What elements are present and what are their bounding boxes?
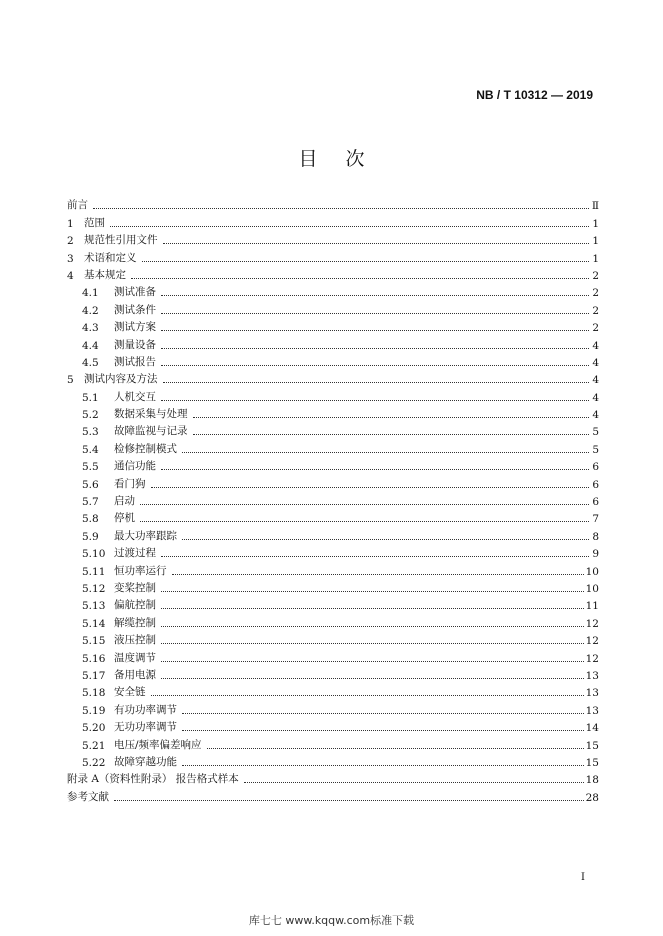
toc-entry-number: 1 <box>67 217 74 230</box>
toc-entry-label: 过渡过程 <box>114 547 156 560</box>
toc-entry-label: 附录 A（资料性附录） 报告格式样本 <box>67 773 239 786</box>
toc-entry-page: 1 <box>592 217 599 230</box>
dot-leader <box>93 207 589 209</box>
toc-entry-label: 停机 <box>114 512 135 525</box>
toc-entry-label: 测试方案 <box>114 321 156 334</box>
toc-entry-page: 13 <box>585 687 599 700</box>
toc-entry-label: 测试条件 <box>114 303 156 316</box>
toc-entry-label: 规范性引用文件 <box>84 234 158 247</box>
toc-entry-number: 5.10 <box>82 548 106 561</box>
dot-leader <box>161 364 589 366</box>
toc-entry-page: 13 <box>585 704 599 717</box>
toc-entry-label: 备用电源 <box>114 668 156 681</box>
dot-leader <box>182 538 589 540</box>
toc-entry[interactable] <box>67 473 599 490</box>
toc-entry[interactable] <box>67 717 599 734</box>
toc-entry-label: 电压/频率偏差响应 <box>114 738 202 751</box>
dot-leader <box>182 451 589 453</box>
toc-entry-page: 8 <box>592 530 599 543</box>
dot-leader <box>193 416 590 418</box>
toc-entry-page: 4 <box>592 374 599 387</box>
watermark-text: 库七七 www.kqqw.com标准下载 <box>248 914 415 927</box>
toc-entry[interactable] <box>67 247 599 264</box>
toc-entry-number: 4 <box>67 269 74 282</box>
toc-entry-page: 6 <box>592 461 599 474</box>
dot-leader <box>207 747 584 749</box>
toc-entry-number: 4.1 <box>82 287 99 300</box>
toc-entry-page: 13 <box>585 669 599 682</box>
toc-entry-page: 18 <box>585 774 599 787</box>
toc-entry-page: 12 <box>585 652 599 665</box>
toc-entry-page: 12 <box>585 617 599 630</box>
toc-entry[interactable] <box>67 369 599 386</box>
toc-entry-number: 5.18 <box>82 687 106 700</box>
toc-entry-number: 5.4 <box>82 443 99 456</box>
toc-entry[interactable] <box>67 352 599 369</box>
toc-entry-number: 5.20 <box>82 722 106 735</box>
toc-entry-page: 4 <box>592 356 599 369</box>
dot-leader <box>151 486 590 488</box>
toc-entry-label: 最大功率跟踪 <box>114 529 177 542</box>
toc-entry-label: 恒功率运行 <box>114 564 167 577</box>
dot-leader <box>163 242 590 244</box>
toc-entry-number: 5.2 <box>82 409 99 422</box>
toc-entry-label: 基本规定 <box>84 268 126 281</box>
toc-entry[interactable] <box>67 682 599 699</box>
toc-entry-page: 15 <box>585 739 599 752</box>
toc-entry[interactable] <box>67 560 599 577</box>
toc-entry-label: 解缆控制 <box>114 616 156 629</box>
toc-entry-page: 4 <box>592 339 599 352</box>
toc-entry-number: 5.8 <box>82 513 99 526</box>
toc-entry-label: 故障监视与记录 <box>114 425 188 438</box>
toc-entry-number: 4.3 <box>82 322 99 335</box>
toc-entry-number: 5.21 <box>82 739 106 752</box>
toc-entry-page: 15 <box>585 756 599 769</box>
toc-entry-label: 有功功率调节 <box>114 703 177 716</box>
dot-leader <box>161 312 589 314</box>
toc-entry-page: 12 <box>585 635 599 648</box>
toc-entry-page: 2 <box>592 287 599 300</box>
dot-leader <box>161 625 584 627</box>
toc-entry[interactable] <box>67 543 599 560</box>
toc-entry[interactable] <box>67 438 599 455</box>
toc-entry[interactable] <box>67 421 599 438</box>
toc-entry-number: 2 <box>67 235 74 248</box>
toc-entry-label: 变桨控制 <box>114 581 156 594</box>
toc-entry-number: 5.12 <box>82 582 106 595</box>
dot-leader <box>161 347 589 349</box>
dot-leader <box>161 660 584 662</box>
dot-leader <box>110 225 589 227</box>
dot-leader <box>244 781 584 783</box>
toc-entry-page: 9 <box>592 548 599 561</box>
toc-entry[interactable] <box>67 404 599 421</box>
toc-entry-number: 5.6 <box>82 478 99 491</box>
toc-entry-number: 5.11 <box>82 565 106 578</box>
toc-entry[interactable] <box>67 769 599 786</box>
dot-leader <box>182 764 584 766</box>
dot-leader <box>161 329 589 331</box>
toc-entry-label: 安全链 <box>114 686 146 699</box>
dot-leader <box>161 555 589 557</box>
toc-entry-label: 数据采集与处理 <box>114 408 188 421</box>
toc-entry-number: 5.22 <box>82 756 106 769</box>
toc-entry-label: 测试准备 <box>114 286 156 299</box>
toc-entry-label: 人机交互 <box>114 390 156 403</box>
toc-entry[interactable] <box>67 491 599 508</box>
dot-leader <box>161 677 584 679</box>
dot-leader <box>193 433 590 435</box>
toc-entry-label: 无功功率调节 <box>114 721 177 734</box>
dot-leader <box>161 607 584 609</box>
dot-leader <box>140 503 589 505</box>
toc-entry-label: 术语和定义 <box>84 251 137 264</box>
toc-entry-page: 28 <box>585 791 599 804</box>
page-title: 目次 <box>298 148 393 170</box>
dot-leader <box>182 712 584 714</box>
toc-entry[interactable] <box>67 612 599 629</box>
toc-entry[interactable] <box>67 456 599 473</box>
toc-entry[interactable] <box>67 752 599 769</box>
dot-leader <box>163 381 590 383</box>
toc-entry[interactable] <box>67 195 599 212</box>
toc-entry-page: 10 <box>585 565 599 578</box>
toc-entry-label: 前言 <box>67 199 88 212</box>
dot-leader <box>182 729 584 731</box>
toc-entry[interactable] <box>67 665 599 682</box>
dot-leader <box>161 294 589 296</box>
toc-entry[interactable] <box>67 647 599 664</box>
toc-entry-label: 看门狗 <box>114 477 146 490</box>
toc-entry-number: 4.4 <box>82 339 99 352</box>
toc-entry-label: 偏航控制 <box>114 599 156 612</box>
toc-entry-label: 通信功能 <box>114 460 156 473</box>
toc-entry-page: 6 <box>592 496 599 509</box>
dot-leader <box>131 277 589 279</box>
toc-entry-page: 2 <box>592 269 599 282</box>
toc-entry-number: 5.16 <box>82 652 106 665</box>
toc-entry-page: 11 <box>585 600 599 613</box>
toc-entry-page: 4 <box>592 409 599 422</box>
dot-leader <box>140 520 589 522</box>
toc-entry[interactable] <box>67 317 599 334</box>
toc-entry[interactable] <box>67 578 599 595</box>
toc-entry[interactable] <box>67 630 599 647</box>
page-number: I <box>581 872 585 883</box>
dot-leader <box>151 694 584 696</box>
toc-entry[interactable] <box>67 265 599 282</box>
toc-entry-number: 5.7 <box>82 496 99 509</box>
toc-entry[interactable] <box>67 230 599 247</box>
toc-entry-number: 4.5 <box>82 356 99 369</box>
toc-entry-label: 测试报告 <box>114 355 156 368</box>
toc-entry-page: 1 <box>592 252 599 265</box>
dot-leader <box>161 399 589 401</box>
dot-leader <box>161 590 584 592</box>
toc-entry-page: 6 <box>592 478 599 491</box>
toc-entry-number: 5.19 <box>82 704 106 717</box>
toc-entry[interactable] <box>67 299 599 316</box>
toc-entry-label: 范围 <box>84 216 105 229</box>
toc-entry[interactable] <box>67 734 599 751</box>
table-of-contents <box>67 195 599 804</box>
toc-entry-page: 5 <box>592 443 599 456</box>
toc-entry-label: 故障穿越功能 <box>114 755 177 768</box>
toc-entry[interactable] <box>67 508 599 525</box>
dot-leader <box>142 260 590 262</box>
toc-entry-page: 4 <box>592 391 599 404</box>
toc-entry[interactable] <box>67 525 599 542</box>
toc-entry-number: 5.9 <box>82 530 99 543</box>
toc-entry-label: 检修控制模式 <box>114 442 177 455</box>
toc-entry[interactable] <box>67 386 599 403</box>
toc-entry-label: 温度调节 <box>114 651 156 664</box>
toc-entry-page: 2 <box>592 322 599 335</box>
toc-entry[interactable] <box>67 699 599 716</box>
toc-entry-page: Ⅱ <box>591 200 599 213</box>
toc-entry-label: 参考文献 <box>67 790 109 803</box>
toc-entry-label: 测试内容及方法 <box>84 373 158 386</box>
toc-entry-number: 5.14 <box>82 617 106 630</box>
toc-entry-number: 5.17 <box>82 669 106 682</box>
toc-entry-number: 5.1 <box>82 391 99 404</box>
toc-entry-number: 5.5 <box>82 461 99 474</box>
toc-entry[interactable] <box>67 212 599 229</box>
toc-entry-number: 5.13 <box>82 600 106 613</box>
toc-entry-number: 5.15 <box>82 635 106 648</box>
toc-entry-number: 5.3 <box>82 426 99 439</box>
dot-leader <box>161 642 584 644</box>
dot-leader <box>172 573 584 575</box>
standard-code: NB / T 10312 — 2019 <box>476 88 593 102</box>
toc-entry[interactable] <box>67 786 599 803</box>
toc-entry[interactable] <box>67 334 599 351</box>
toc-entry-page: 10 <box>585 582 599 595</box>
toc-entry[interactable] <box>67 595 599 612</box>
dot-leader <box>161 468 589 470</box>
toc-entry-label: 测量设备 <box>114 338 156 351</box>
toc-entry-page: 7 <box>592 513 599 526</box>
toc-entry-number: 3 <box>67 252 74 265</box>
dot-leader <box>114 799 584 801</box>
toc-entry-page: 2 <box>592 304 599 317</box>
toc-entry-page: 5 <box>592 426 599 439</box>
toc-entry-number: 5 <box>67 374 74 387</box>
toc-entry-page: 14 <box>585 722 599 735</box>
toc-entry[interactable] <box>67 282 599 299</box>
toc-entry-label: 液压控制 <box>114 634 156 647</box>
toc-entry-label: 启动 <box>114 495 135 508</box>
toc-entry-page: 1 <box>592 235 599 248</box>
toc-entry-number: 4.2 <box>82 304 99 317</box>
